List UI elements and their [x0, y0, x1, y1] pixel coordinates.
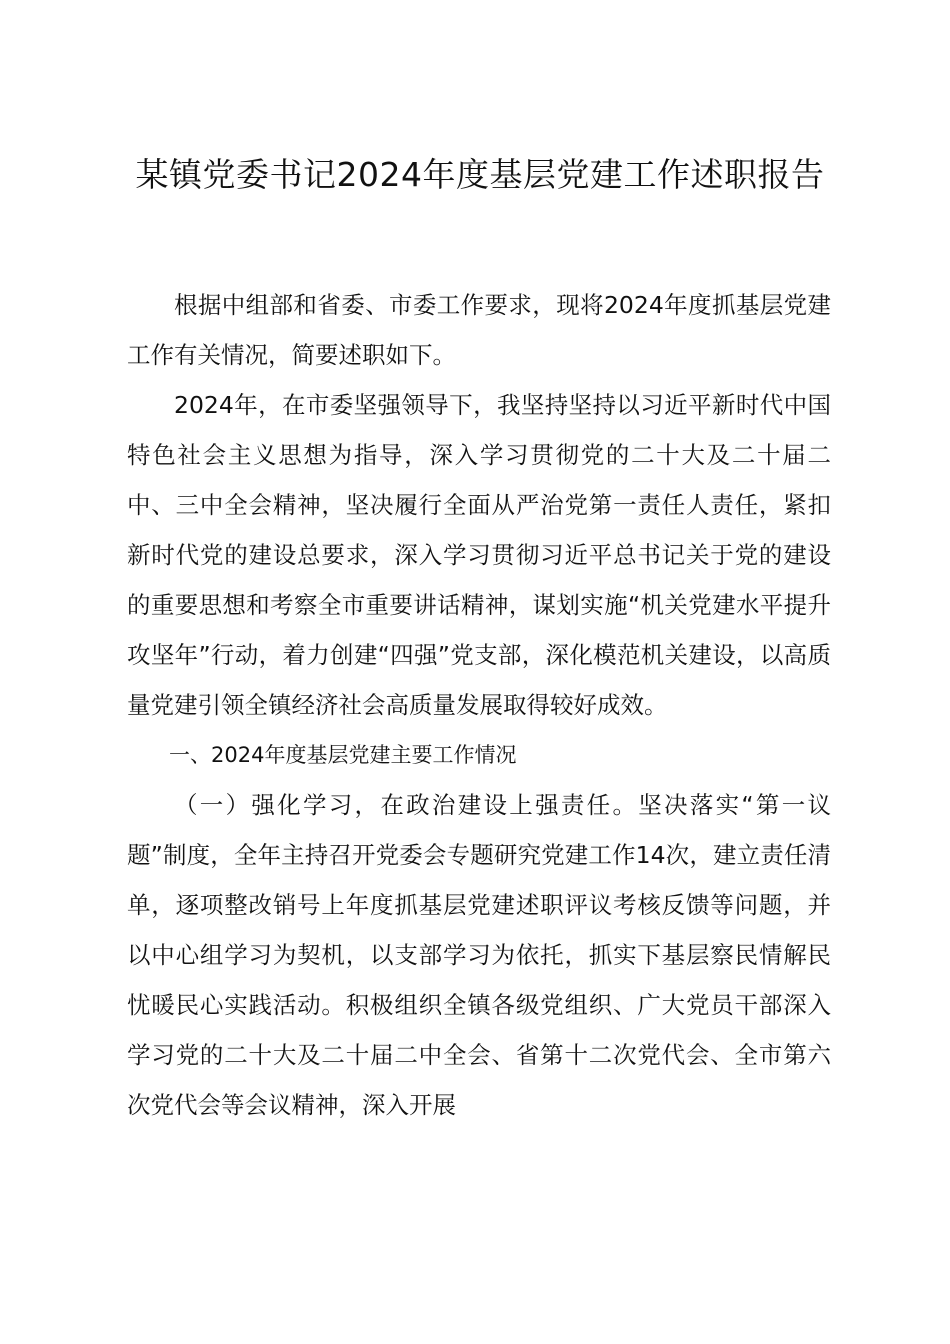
document-title: 某镇党委书记2024年度基层党建工作述职报告 — [135, 155, 825, 194]
section-heading: 一、2024年度基层党建主要工作情况 — [169, 743, 517, 767]
subsection-paragraph: （一）强化学习，在政治建设上强责任。坚决落实“第一议题”制度，全年主持召开党委会专题研究党建工作14次，建立责任清单，逐项整改销号上年度抓基层党建述职评议考核反馈等问题，并以中心组学习为契机，以支部学习为依托，抓实下基层察民情解民忧暖民心实践活动。积极组织全镇各级党组织、广大党员干部深入学习党的二十大及二十届二中全会、省第十二次党代会、全市第六次党代会等会议精神，深入开展 — [127, 791, 831, 1119]
intro-paragraph: 根据中组部和省委、市委工作要求，现将2024年度抓基层党建工作有关情况，简要述职如下。 — [127, 291, 831, 369]
overview-paragraph: 2024年，在市委坚强领导下，我坚持坚持以习近平新时代中国特色社会主义思想为指导，深入学习贯彻党的二十大及二十届二中、三中全会精神，坚决履行全面从严治党第一责任人责任，紧扣新时代党的建设总要求，深入学习贯彻习近平总书记关于党的建设的重要思想和考察全市重要讲话精神，谋划实施“机关党建水平提升攻坚年”行动，着力创建“四强”党支部，深化模范机关建设，以高质量党建引领全镇经济社会高质量发展取得较好成效。 — [127, 391, 831, 719]
document-body — [127, 280, 831, 1130]
